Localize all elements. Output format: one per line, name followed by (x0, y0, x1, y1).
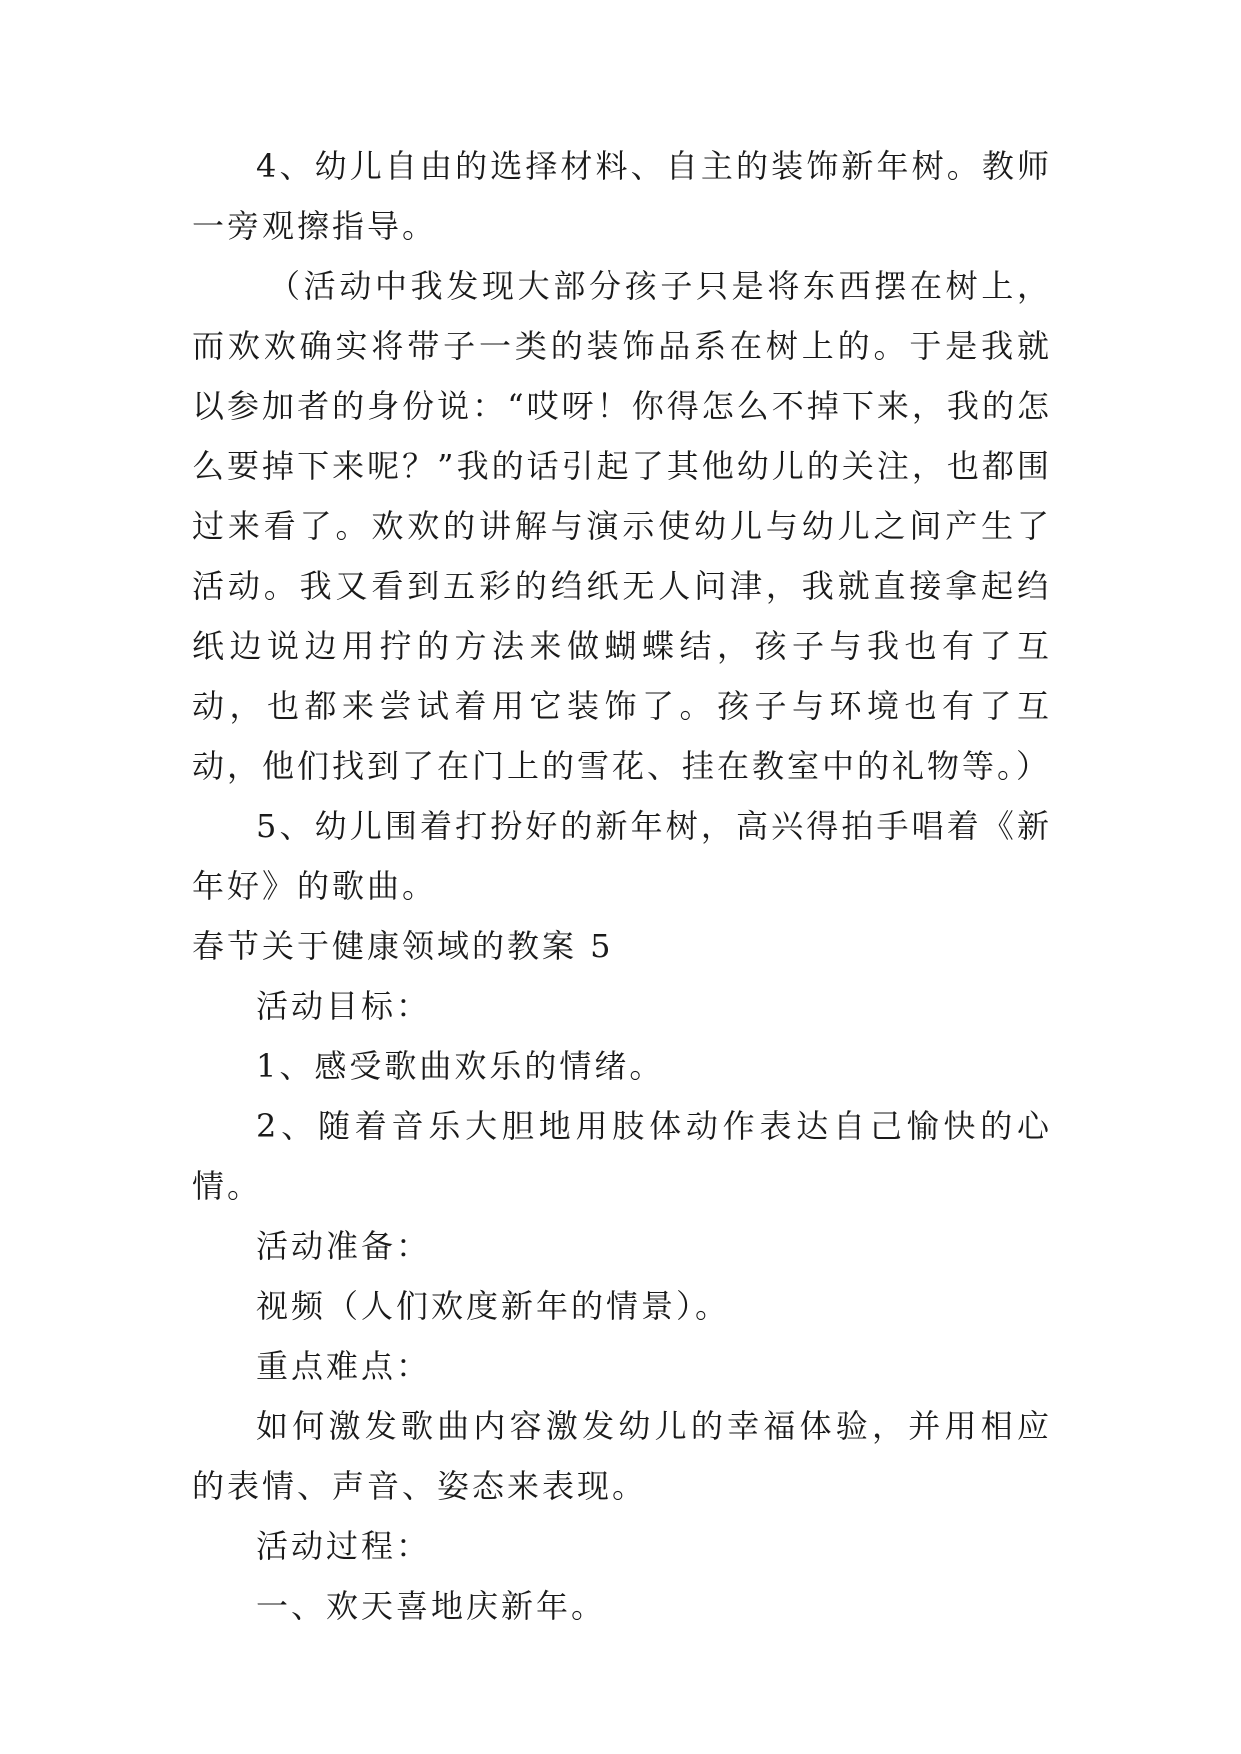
heading-activity-process: 活动过程： (256, 1527, 432, 1565)
paragraph-activity-note: （活动中我发现大部分孩子只是将东西摆在树上，而欢欢确实将带子一类的装饰品系在树上的。于是我就以参加者的身份说：“哎呀！你得怎么不掉下来，我的怎么要掉下来呢？”我的话引起了其他幼儿的关注，也都围过来看了。欢欢的讲解与演示使幼儿与幼儿之间产生了活动。我又看到五彩的绉纸无人问津，我就直接拿起绉纸边说边用拧的方法来做蝴蝶结，孩子与我也有了互动，也都来尝试着用它装饰了。孩子与环境也有了互动，他们找到了在门上的雪花、挂在教室中的礼物等。） (192, 267, 1052, 785)
paragraph-step-5: 5、幼儿围着打扮好的新年树，高兴得拍手唱着《新年好》的歌曲。 (192, 807, 1052, 905)
paragraph-step-4: 4、幼儿自由的选择材料、自主的装饰新年树。教师一旁观擦指导。 (192, 147, 1052, 245)
goal-item-1: 1、感受歌曲欢乐的情绪。 (256, 1047, 665, 1085)
process-step-1: 一、欢天喜地庆新年。 (256, 1587, 607, 1625)
heading-activity-goals: 活动目标： (256, 987, 432, 1025)
document-body (192, 136, 1052, 1636)
key-difficulties-text: 如何激发歌曲内容激发幼儿的幸福体验，并用相应的表情、声音、姿态来表现。 (192, 1407, 1052, 1505)
heading-activity-preparation: 活动准备： (256, 1227, 432, 1265)
heading-key-difficulties: 重点难点： (256, 1347, 432, 1385)
section-title: 春节关于健康领域的教案 5 (192, 927, 614, 965)
goal-item-2: 2、随着音乐大胆地用肢体动作表达自己愉快的心情。 (192, 1107, 1052, 1205)
preparation-item: 视频（人们欢度新年的情景）。 (256, 1287, 731, 1325)
